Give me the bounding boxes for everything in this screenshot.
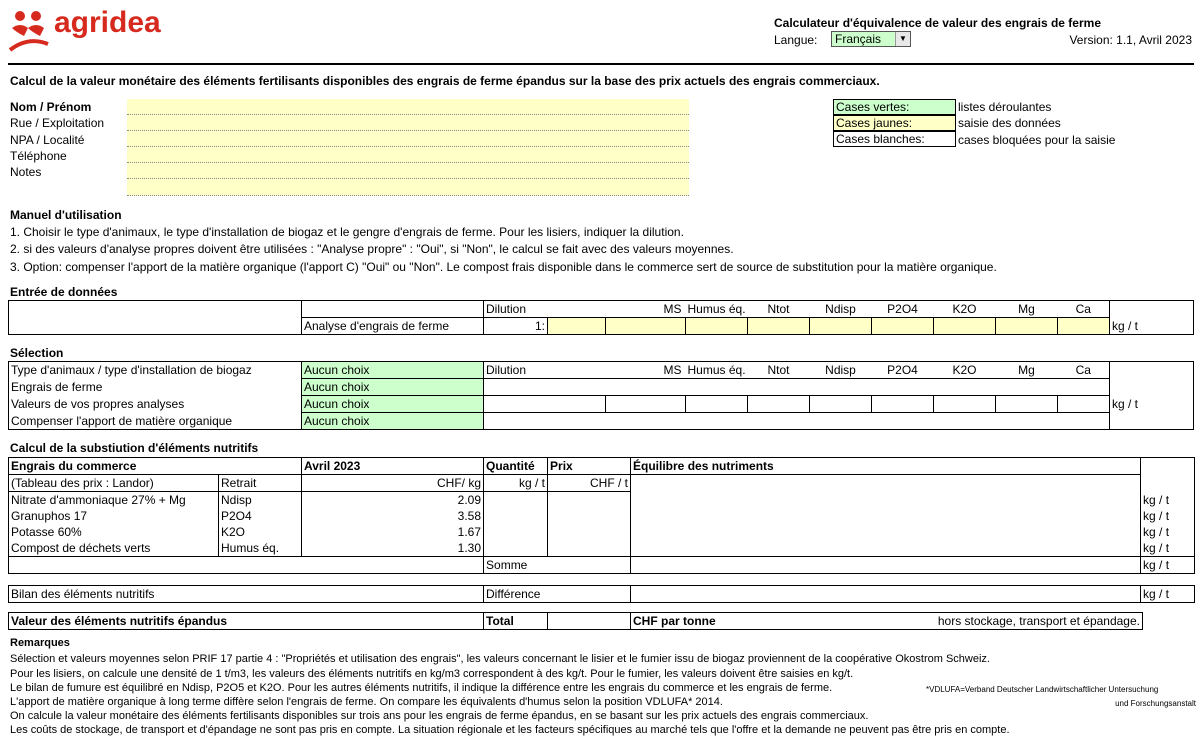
entree-input-ms[interactable] [606, 318, 686, 335]
entree-input-humus[interactable] [686, 318, 748, 335]
remarques-title: Remarques [10, 637, 70, 649]
selection-col-k2o: K2O [934, 362, 996, 379]
logo-figures-icon [8, 6, 52, 54]
selection-dropdown-compenser[interactable]: Aucun choix [302, 413, 484, 430]
sub-retrait-head: Retrait [219, 475, 302, 492]
remarques-line-1: Sélection et valeurs moyennes selon PRIF 17 partie 4 : "Propriétés et utilisation des engrais", les valeurs concernant le lisier et le fumier issu de biogaz proviennent de la coopérative Okostrom Schweiz. [10, 653, 990, 665]
entree-input-p2o4[interactable] [872, 318, 934, 335]
page-title: Calculateur d'équivalence de valeur des engrais de ferme [774, 16, 1101, 30]
legend-white-desc: cases bloquées pour la saisie [958, 133, 1116, 147]
selection-dropdown-type[interactable]: Aucun choix [302, 362, 484, 379]
selection-title: Sélection [10, 346, 64, 360]
selection-label-compenser: Compenser l'apport de matière organique [9, 413, 302, 430]
sub-row-name: Granuphos 17 [9, 508, 219, 524]
sub-head-engrais: Engrais du commerce [9, 458, 302, 475]
difference-unit: kg / t [1143, 587, 1170, 601]
entree-col-ms: MS [606, 301, 686, 318]
sub-chf-kg-head: CHF/ kg [302, 475, 484, 492]
selection-val-ca [1058, 396, 1110, 413]
manual-step-2: 2. si des valeurs d'analyse propres doivent être utilisées : "Analyse propre" : "Oui", si "Non", le calcul se fait avec des valeurs moyennes. [10, 242, 734, 256]
selection-col-mg: Mg [996, 362, 1058, 379]
selection-val-ms [606, 396, 686, 413]
sub-head-equilibre: Équilibre des nutriments [631, 458, 1141, 475]
valeur-label: Valeur des éléments nutritifs épandus [9, 613, 484, 630]
legend-green-box: Cases vertes: [833, 99, 956, 115]
sub-row-name: Compost de déchets verts [9, 540, 219, 557]
bilan-label: Bilan des éléments nutritifs [9, 586, 484, 603]
entree-input-ndisp[interactable] [810, 318, 872, 335]
entree-input-ca[interactable] [1058, 318, 1110, 335]
selection-label-analyses: Valeurs de vos propres analyses [9, 396, 302, 413]
sub-row-name: Potasse 60% [9, 524, 219, 540]
dropdown-arrow-icon[interactable]: ▼ [895, 32, 910, 46]
substitution-table [8, 457, 1195, 574]
sub-row-retrait: Ndisp [219, 492, 302, 509]
selection-col-ca: Ca [1058, 362, 1110, 379]
legend-yellow-box: Cases jaunes: [833, 115, 956, 131]
manual-title: Manuel d'utilisation [10, 208, 122, 222]
sub-row-retrait: P2O4 [219, 508, 302, 524]
table-row [9, 524, 1195, 540]
contact-input-rue[interactable] [127, 115, 689, 131]
selection-val-humus [686, 396, 748, 413]
legend-white-box: Cases blanches: [833, 131, 956, 147]
entree-row-label: Analyse d'engrais de ferme [302, 318, 484, 335]
langue-label: Langue: [774, 33, 818, 47]
entree-col-humus: Humus éq. [687, 302, 746, 316]
entree-col-dilution: Dilution [484, 301, 606, 318]
contact-label-npa: NPA / Localité [10, 133, 85, 147]
entree-table [8, 300, 1194, 335]
selection-val-k2o [934, 396, 996, 413]
header-divider [8, 63, 1194, 65]
selection-label-type: Type d'animaux / type d'installation de biogaz [9, 362, 302, 379]
sub-kg-t-head: kg / t [484, 475, 548, 492]
sub-head-date: Avril 2023 [302, 458, 484, 475]
selection-val-ntot [748, 396, 810, 413]
entree-col-p2o4: P2O4 [872, 301, 934, 318]
valeur-total: Total [484, 613, 548, 630]
entree-col-ca: Ca [1058, 301, 1110, 318]
contact-label-notes: Notes [10, 165, 42, 179]
selection-col-humus: Humus éq. [687, 363, 746, 377]
contact-input-notes[interactable] [127, 163, 689, 179]
sub-row-name: Nitrate d'ammoniaque 27% + Mg [9, 492, 219, 509]
sub-chf-t-head: CHF / t [548, 475, 631, 492]
remarques-line-4: L'apport de matière organique à long terme diffère selon l'engrais de ferme. On compare les équivalents d'humus selon la position VDLUFA* 2014. [10, 696, 723, 708]
langue-select[interactable] [831, 31, 911, 47]
substitution-title: Calcul de la substiution d'éléments nutritifs [10, 441, 259, 455]
table-row [9, 540, 1195, 557]
selection-col-p2o4: P2O4 [872, 362, 934, 379]
sub-row-price: 1.30 [302, 540, 484, 557]
contact-label-rue: Rue / Exploitation [10, 116, 105, 130]
contact-label-telephone: Téléphone [10, 149, 67, 163]
entree-title: Entrée de données [10, 285, 118, 299]
remarques-line-3: Le bilan de fumure est équilibré en Ndisp, P2O5 et K2O. Pour les autres éléments nutritifs, il indique la différence entre les engrais du commerce et les engrais de ferme. [10, 682, 833, 694]
remarques-line-5: On calcule la valeur monétaire des éléments fertilisants disponibles sur trois ans pour les engrais de ferme épandus, en se basant sur les prix actuels des engrais commerciaux. [10, 710, 869, 722]
remarques-line-2: Pour les lisiers, on calcule une densité de 1 t/m3, les valeurs des éléments nutritifs en kg/m3 correspondent à des kg/t. Pour le fumier, les valeurs doivent être saisies en kg/t. [10, 668, 854, 680]
difference-label: Différence [484, 586, 631, 603]
entree-col-ntot: Ntot [748, 301, 810, 318]
contact-label-nom: Nom / Prénom [10, 100, 92, 114]
selection-label-engrais: Engrais de ferme [9, 379, 302, 396]
selection-val-dilution [484, 396, 606, 413]
entree-input-ntot[interactable] [748, 318, 810, 335]
legend-green-desc: listes déroulantes [958, 100, 1052, 114]
selection-col-ms: MS [606, 362, 686, 379]
footnote-vdlufa-1: *VDLUFA=Verband Deutscher Landwirtschaftlicher Untersuchung [926, 685, 1159, 694]
valeur-chf-tonne: CHF par tonne [633, 614, 716, 628]
sub-head-quantite: Quantité [484, 458, 548, 475]
valeur-note: hors stockage, transport et épandage. [937, 614, 1140, 628]
entree-col-ndisp: Ndisp [810, 301, 872, 318]
sub-row-price: 3.58 [302, 508, 484, 524]
langue-value: Français [835, 32, 882, 46]
selection-table [8, 361, 1194, 430]
sub-row-unit: kg / t [1143, 525, 1170, 539]
entree-input-dilution[interactable] [548, 318, 606, 335]
remarques-line-6: Les coûts de stockage, de transport et d'épandage ne sont pas pris en compte. La situation régionale et les facteurs spécifiques au marché tels que l'offre et la demande ne peuvent pas être pris en compte. [10, 724, 1010, 736]
contact-input-notes-2[interactable] [127, 179, 689, 196]
sub-somme-unit: kg / t [1143, 558, 1170, 572]
sub-somme-label: Somme [484, 557, 631, 574]
sub-row-price: 2.09 [302, 492, 484, 509]
entree-col-mg: Mg [996, 301, 1058, 318]
legend-yellow-desc: saisie des données [958, 116, 1061, 130]
sub-source: (Tableau des prix : Landor) [9, 475, 219, 492]
contact-input-telephone[interactable] [127, 147, 689, 163]
footnote-vdlufa-2: und Forschungsanstalt [1115, 699, 1196, 708]
selection-val-p2o4 [872, 396, 934, 413]
selection-col-dilution: Dilution [484, 362, 606, 379]
selection-val-mg [996, 396, 1058, 413]
selection-unit: kg / t [1112, 397, 1139, 411]
entree-col-k2o: K2O [934, 301, 996, 318]
manual-step-3: 3. Option: compenser l'apport de la matière organique (l'apport C) "Oui" ou "Non". Le compost frais disponible dans le commerce sert de source de substitution pour la matière organique. [10, 260, 997, 274]
contact-input-npa[interactable] [127, 131, 689, 147]
entree-dilution-prefix: 1: [484, 318, 548, 335]
manual-step-1: 1. Choisir le type d'animaux, le type d'installation de biogaz et le gengre d'engrais de ferme. Pour les lisiers, indiquer la dilution. [10, 225, 684, 239]
intro-text: Calcul de la valeur monétaire des éléments fertilisants disponibles des engrais de ferme épandus sur la base des prix actuels des engrais commerciaux. [10, 74, 880, 88]
sub-row-retrait: Humus éq. [219, 540, 302, 557]
sub-row-price: 1.67 [302, 524, 484, 540]
selection-val-ndisp [810, 396, 872, 413]
sub-row-unit: kg / t [1143, 509, 1170, 523]
valeur-table [8, 612, 1143, 630]
sub-row-retrait: K2O [219, 524, 302, 540]
selection-dropdown-engrais[interactable]: Aucun choix [302, 379, 484, 396]
version-text: Version: 1.1, Avril 2023 [1069, 33, 1192, 47]
bilan-table [8, 585, 1195, 603]
contact-input-nom[interactable] [127, 99, 689, 115]
selection-col-ndisp: Ndisp [810, 362, 872, 379]
selection-dropdown-analyses[interactable]: Aucun choix [302, 396, 484, 413]
sub-row-unit: kg / t [1141, 540, 1195, 557]
table-row [9, 492, 1195, 509]
entree-input-k2o[interactable] [934, 318, 996, 335]
sub-head-prix: Prix [548, 458, 631, 475]
entree-input-mg[interactable] [996, 318, 1058, 335]
logo-text: agridea [54, 6, 161, 39]
sub-row-unit: kg / t [1143, 492, 1170, 507]
entree-unit: kg / t [1112, 318, 1139, 333]
selection-col-ntot: Ntot [748, 362, 810, 379]
table-row [9, 508, 1195, 524]
